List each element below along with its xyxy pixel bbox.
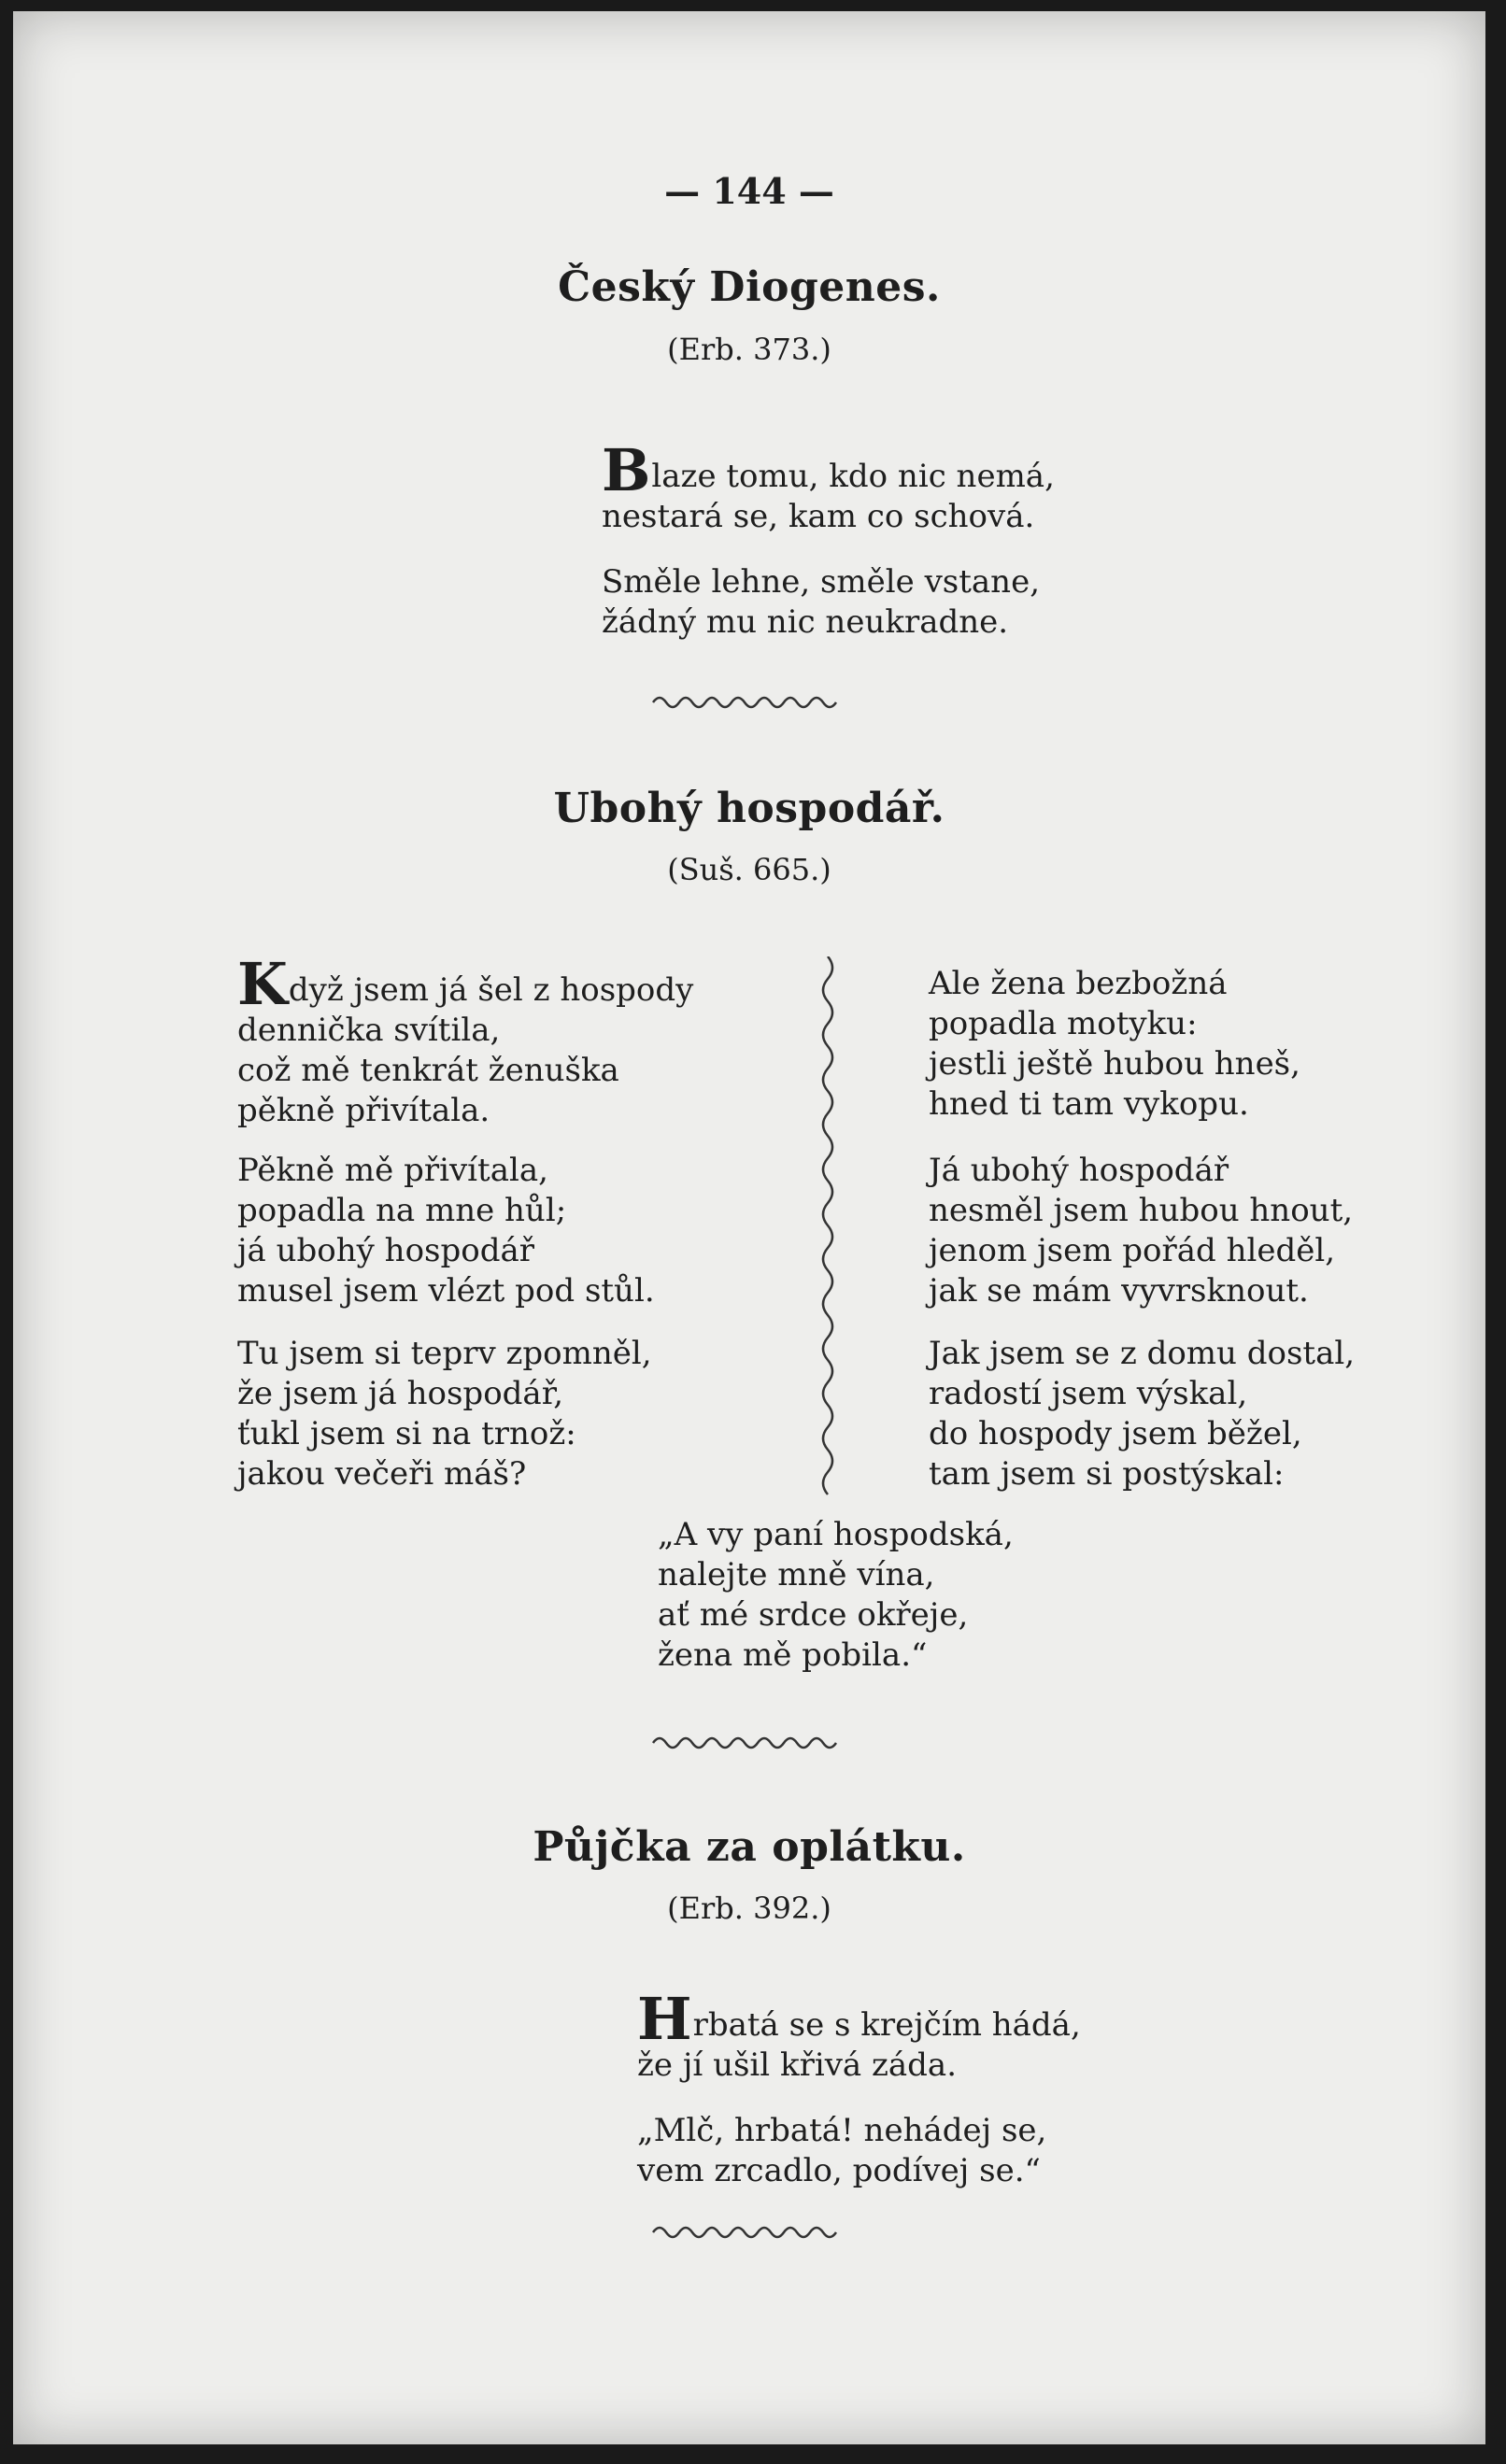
verse-line: jenom jsem pořád hleděl,: [929, 1232, 1336, 1269]
verse-line: nalejte mně vína,: [658, 1556, 935, 1593]
verse-line: žena mě pobila.“: [658, 1636, 928, 1674]
verse-line: Směle lehne, směle vstane,: [602, 563, 1041, 601]
verse-line: ať mé srdce okřeje,: [658, 1596, 969, 1634]
verse-line: laze tomu, kdo nic nemá,: [651, 458, 1055, 495]
verse-line: Jak jsem se z domu dostal,: [929, 1335, 1356, 1372]
poem3-stanza-1: [637, 1985, 1081, 2086]
poem1-stanza-2: [602, 562, 1040, 643]
book-page: [13, 11, 1485, 2444]
poem2-right-stanza-1: [929, 964, 1300, 1125]
drop-cap: H: [637, 1985, 692, 2053]
drop-cap: B: [602, 436, 651, 504]
wavy-line-ornament-icon: [13, 2221, 1485, 2244]
poem1-stanza-1: [602, 436, 1055, 537]
poem-title-pujcka-za-oplatku: Půjčka za oplátku.: [533, 1823, 966, 1871]
poem-source: (Suš. 665.): [667, 852, 831, 887]
verse-line: Tu jsem si teprv zpomněl,: [237, 1335, 652, 1372]
page-number: — 144 —: [664, 170, 834, 212]
poem-title-ubohy-hospodar: Ubohý hospodář.: [553, 785, 945, 832]
drop-cap: K: [237, 950, 288, 1018]
verse-line: Ale žena bezbožná: [929, 965, 1228, 1002]
poem2-final-stanza: [658, 1515, 1014, 1676]
verse-line: „A vy paní hospodská,: [658, 1516, 1014, 1553]
verse-line: což mě tenkrát ženuška: [237, 1052, 619, 1089]
verse-line: jestli ještě hubou hneš,: [929, 1045, 1300, 1083]
verse-line: vem zrcadlo, podívej se.“: [637, 2152, 1041, 2189]
verse-line: Já ubohý hospodář: [929, 1152, 1229, 1189]
verse-line: že jí ušil křivá záda.: [637, 2046, 958, 2084]
verse-line: jak se mám vyvrsknout.: [929, 1272, 1309, 1310]
verse-line: Pěkně mě přivítala,: [237, 1152, 548, 1189]
verse-line: jakou večeři máš?: [237, 1455, 527, 1493]
verse-line: popadla na mne hůl;: [237, 1192, 567, 1229]
wavy-line-ornament-icon: [13, 1732, 1485, 1754]
verse-line: tam jsem si postýskal:: [929, 1455, 1285, 1493]
verse-line: nesměl jsem hubou hnout,: [929, 1192, 1354, 1229]
poem3-stanza-2: [637, 2111, 1046, 2191]
verse-line: rbatá se s krejčím hádá,: [692, 2006, 1081, 2044]
poem-source: (Erb. 373.): [667, 332, 831, 367]
verse-line: nestará se, kam co schová.: [602, 498, 1035, 535]
verse-line: ťukl jsem si na trnož:: [237, 1415, 576, 1452]
verse-line: já ubohý hospodář: [237, 1232, 535, 1269]
poem2-left-stanza-2: [237, 1151, 655, 1311]
verse-line: „Mlč, hrbatá! nehádej se,: [637, 2112, 1047, 2149]
poem2-left-stanza-1: [237, 950, 694, 1131]
verse-line: musel jsem vlézt pod stůl.: [237, 1272, 655, 1310]
verse-line: dyž jsem já šel z hospody: [288, 971, 694, 1009]
poem2-left-stanza-3: [237, 1334, 652, 1494]
verse-line: radostí jsem výskal,: [929, 1375, 1248, 1412]
verse-line: hned ti tam vykopu.: [929, 1085, 1249, 1123]
verse-line: dennička svítila,: [237, 1012, 501, 1049]
poem-title-cesky-diogenes: Český Diogenes.: [558, 263, 941, 311]
wavy-line-ornament-icon: [13, 691, 1485, 714]
poem2-right-stanza-2: [929, 1151, 1353, 1311]
verse-line: žádný mu nic neukradne.: [602, 603, 1009, 641]
poem-source: (Erb. 392.): [667, 1890, 831, 1926]
poem2-right-stanza-3: [929, 1334, 1355, 1494]
verse-line: popadla motyku:: [929, 1005, 1198, 1042]
verse-line: že jsem já hospodář,: [237, 1375, 564, 1412]
verse-line: do hospody jsem běžel,: [929, 1415, 1302, 1452]
verse-line: pěkně přivítala.: [237, 1092, 490, 1129]
column-divider-wavy-icon: [817, 956, 839, 1498]
